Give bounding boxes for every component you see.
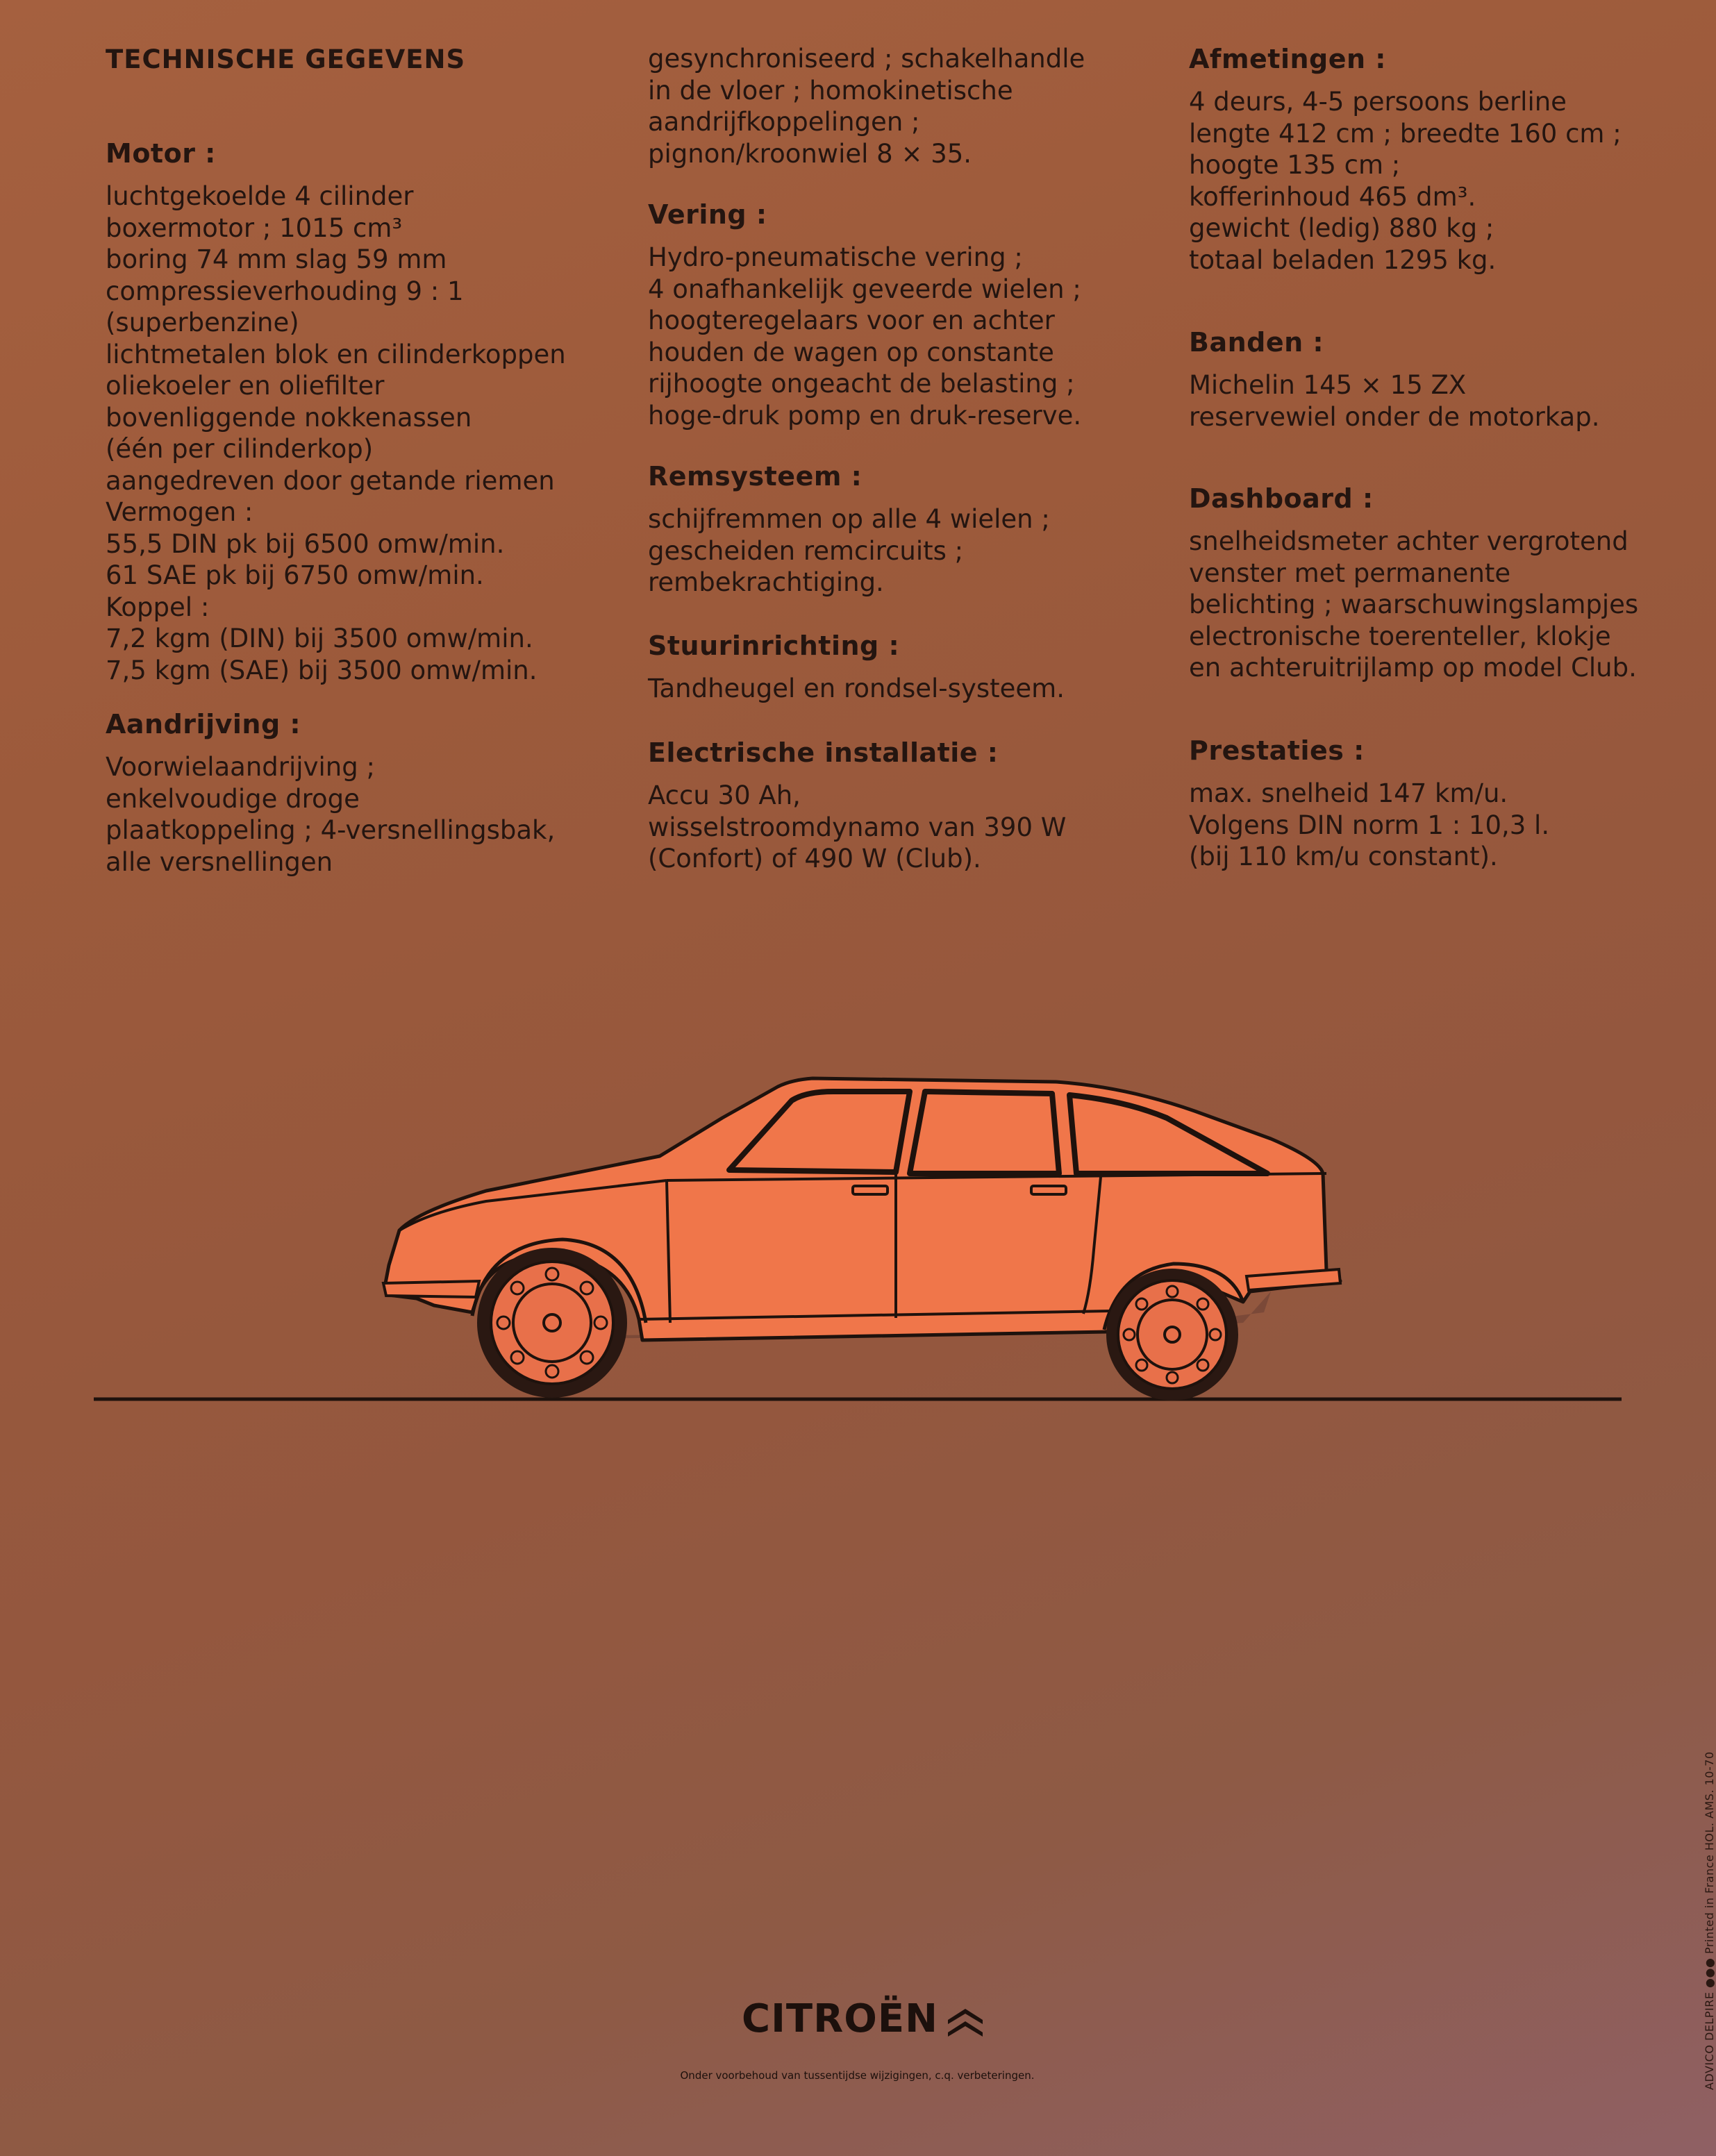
section-heading: Motor : <box>106 138 216 169</box>
car-front-door-handle <box>853 1186 888 1194</box>
section-heading: Stuurinrichting : <box>648 630 900 661</box>
car-front-bumper <box>383 1281 479 1297</box>
spec-line: 61 SAE pk bij 6750 omw/min. <box>106 560 484 590</box>
car-rear-door-handle <box>1031 1186 1066 1194</box>
spec-line: 4 deurs, 4-5 persoons berline <box>1189 87 1567 117</box>
spec-line: hoogte 135 cm ; <box>1189 150 1401 180</box>
spec-line: compressieverhouding 9 : 1 <box>106 276 464 306</box>
spec-line: venster met permanente <box>1189 558 1511 588</box>
spec-line: gescheiden remcircuits ; <box>648 535 964 566</box>
spec-line: (superbenzine) <box>106 308 299 337</box>
car-rear-door-window <box>910 1092 1059 1173</box>
spec-line: kofferinhoud 465 dm³. <box>1189 181 1476 212</box>
section-heading: Afmetingen : <box>1189 44 1387 74</box>
spec-line: reservewiel onder de motorkap. <box>1189 401 1600 432</box>
spec-line: wisselstroomdynamo van 390 W <box>648 812 1067 842</box>
spec-line: Koppel : <box>106 592 210 622</box>
spec-line: gewicht (ledig) 880 kg ; <box>1189 213 1494 243</box>
section-heading: Electrische installatie : <box>648 737 999 768</box>
spec-line: 4 onafhankelijk geveerde wielen ; <box>648 274 1081 304</box>
spec-line: Tandheugel en rondsel-systeem. <box>648 674 1065 703</box>
spec-line: (Confort) of 490 W (Club). <box>648 844 981 874</box>
spec-line: lichtmetalen blok en cilinderkoppen <box>106 339 566 369</box>
car-rear-wheel <box>1106 1269 1238 1401</box>
section-heading: Aandrijving : <box>106 709 301 739</box>
spec-line: Accu 30 Ah, <box>648 780 801 810</box>
spec-line: rijhoogte ongeacht de belasting ; <box>648 369 1075 399</box>
spec-line: belichting ; waarschuwingslampjes <box>1189 590 1639 619</box>
car-front-wheel <box>477 1248 627 1398</box>
spec-line: lengte 412 cm ; breedte 160 cm ; <box>1189 118 1622 149</box>
spec-line: Hydro-pneumatische vering ; <box>648 242 1023 272</box>
spec-line: rembekrachtiging. <box>648 567 884 597</box>
spec-line: boring 74 mm slag 59 mm <box>106 244 447 274</box>
spec-line: Michelin 145 × 15 ZX <box>1189 370 1467 400</box>
section-heading: Dashboard : <box>1189 483 1374 514</box>
spec-line: enkelvoudige droge <box>106 783 360 814</box>
spec-line: hoge-druk pomp en druk-reserve. <box>648 400 1082 431</box>
spec-line: schijfremmen op alle 4 wielen ; <box>648 504 1050 534</box>
spec-line: bovenliggende nokkenassen <box>106 402 472 433</box>
spec-line: totaal beladen 1295 kg. <box>1189 244 1497 275</box>
spec-line: Volgens DIN norm 1 : 10,3 l. <box>1189 810 1550 840</box>
spec-line: 7,2 kgm (DIN) bij 3500 omw/min. <box>106 624 533 653</box>
spec-line: (bij 110 km/u constant). <box>1189 842 1498 871</box>
spec-line: houden de wagen op constante <box>648 337 1054 367</box>
spec-line: electronische toerenteller, klokje <box>1189 621 1611 651</box>
spec-line: (één per cilinderkop) <box>106 434 374 464</box>
spec-line: luchtgekoelde 4 cilinder <box>106 181 414 211</box>
spec-line: plaatkoppeling ; 4-versnellingsbak, <box>106 815 556 845</box>
brand-logo-text: CITROËN <box>742 1996 938 2041</box>
section-heading: Remsysteem : <box>648 461 863 492</box>
spec-line: oliekoeler en oliefilter <box>106 371 385 401</box>
spec-line: max. snelheid 147 km/u. <box>1189 778 1508 808</box>
section-heading: Vering : <box>648 199 767 230</box>
printer-imprint: ADVICO DELPIRE ●●● Printed in France HOL. AMS. 10-70 <box>1703 1751 1716 2090</box>
brand-logo-block <box>736 1996 1000 2059</box>
spec-line: in de vloer ; homokinetische <box>648 75 1013 106</box>
spec-line: pignon/kroonwiel 8 × 35. <box>648 138 972 169</box>
spec-line: 7,5 kgm (SAE) bij 3500 omw/min. <box>106 655 538 685</box>
spec-line: 55,5 DIN pk bij 6500 omw/min. <box>106 528 505 559</box>
disclaimer-text: Onder voorbehoud van tussentijdse wijzigingen, c.q. verbeteringen. <box>680 2069 1035 2082</box>
spec-line: snelheidsmeter achter vergrotend <box>1189 526 1628 556</box>
spec-line: en achteruitrijlamp op model Club. <box>1189 653 1637 683</box>
spec-line: boxermotor ; 1015 cm³ <box>106 212 403 243</box>
spec-line: alle versnellingen <box>106 846 333 877</box>
section-heading: Prestaties : <box>1189 735 1365 766</box>
spec-line: gesynchroniseerd ; schakelhandle <box>648 44 1085 74</box>
page-title: TECHNISCHE GEGEVENS <box>106 44 466 74</box>
spec-line: aandrijfkoppelingen ; <box>648 107 920 137</box>
spec-line: Vermogen : <box>106 497 253 527</box>
spec-line: aangedreven door getande riemen <box>106 465 555 496</box>
spec-line: hoogteregelaars voor en achter <box>648 306 1055 335</box>
section-heading: Banden : <box>1189 327 1324 358</box>
spec-line: Voorwielaandrijving ; <box>106 752 375 782</box>
double-chevron-icon <box>944 2005 986 2039</box>
